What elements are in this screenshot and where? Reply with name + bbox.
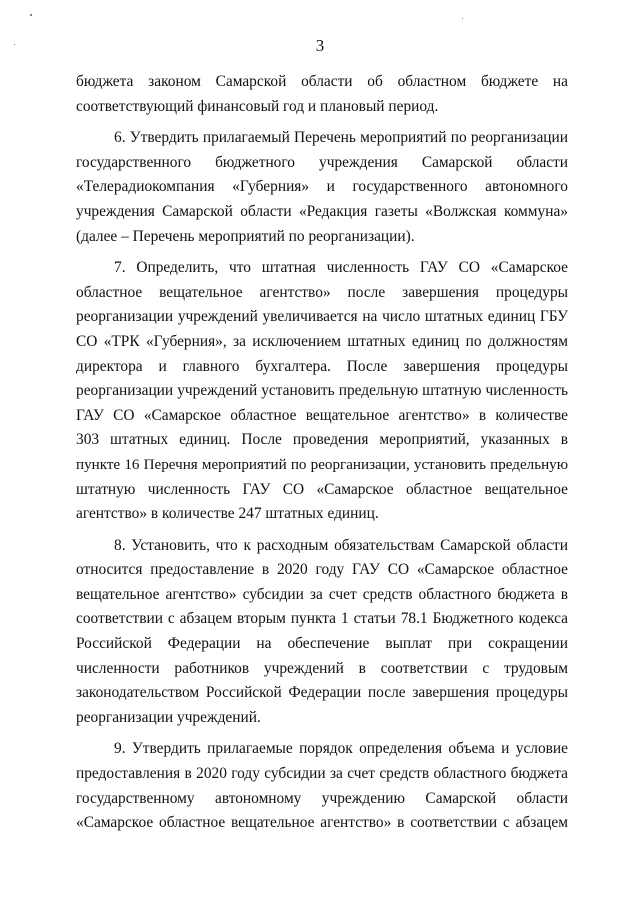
text-line: 7. Определить, что штатная численность ГАУ СО «Самарское xyxy=(114,259,568,277)
text-line: соответствующий финансовый год и плановый период. xyxy=(76,97,439,115)
document-body xyxy=(76,70,568,843)
text-line: реорганизации учреждений. xyxy=(76,708,261,726)
paragraph-item-6 xyxy=(76,126,568,249)
scan-speck xyxy=(14,44,15,45)
text-line: учреждения Самарской области «Редакция газеты «Волжская коммуна» xyxy=(76,202,568,220)
text-line: «Самарское областное вещательное агентство» в соответствии с абзацем xyxy=(76,814,568,832)
text-line: 6. Утвердить прилагаемый Перечень мероприятий по реорганизации xyxy=(114,129,568,147)
page-number: 3 xyxy=(315,36,325,55)
text-line: численности работников учреждений в соответствии с трудовым xyxy=(76,659,568,677)
text-line: государственного бюджетного учреждения Самарской области xyxy=(76,153,568,171)
scan-speck xyxy=(462,18,463,19)
scan-speck xyxy=(30,14,32,16)
paragraph-continuation xyxy=(76,70,568,119)
text-line: ГАУ СО «Самарское областное вещательное агентство» в количестве xyxy=(76,406,568,424)
text-line: штатную численность ГАУ СО «Самарское областное вещательное xyxy=(76,480,568,498)
text-line: агентство» в количестве 247 штатных единиц. xyxy=(76,505,379,523)
text-line: предоставления в 2020 году субсидии за счет средств областного бюджета xyxy=(76,765,568,783)
text-line: областное вещательное агентство» после завершения процедуры xyxy=(76,283,568,301)
text-line: директора и главного бухгалтера. После завершения процедуры xyxy=(76,357,568,375)
text-line: пункте 16 Перечня мероприятий по реорганизации, установить предельную xyxy=(76,456,568,473)
text-line: 8. Установить, что к расходным обязательствам Самарской области xyxy=(114,536,568,554)
text-line: реорганизации учреждений установить предельную штатную численность xyxy=(76,382,568,400)
text-line: государственному автономному учреждению Самарской области xyxy=(76,789,568,807)
text-line: законодательством Российской Федерации после завершения процедуры xyxy=(76,684,568,702)
text-line: реорганизации учреждений увеличивается на число штатных единиц ГБУ xyxy=(76,308,568,326)
text-line: «Телерадиокомпания «Губерния» и государственного автономного xyxy=(76,178,568,196)
paragraph-item-8 xyxy=(76,534,568,731)
text-line: 303 штатных единиц. После проведения мероприятий, указанных в xyxy=(76,431,568,449)
text-line: вещательное агентство» субсидии за счет средств областного бюджета в xyxy=(76,585,568,603)
paragraph-item-9 xyxy=(76,737,568,835)
text-line: Российской Федерации на обеспечение выплат при сокращении xyxy=(76,635,568,653)
text-line: (далее – Перечень мероприятий по реорганизации). xyxy=(76,227,415,245)
text-line: 9. Утвердить прилагаемые порядок определения объема и условие xyxy=(114,740,568,758)
text-line: относится предоставление в 2020 году ГАУ СО «Самарское областное xyxy=(76,561,568,579)
text-line: бюджета законом Самарской области об областном бюджете на xyxy=(76,73,568,90)
paragraph-item-7 xyxy=(76,256,568,527)
text-line: соответствии с абзацем вторым пункта 1 статьи 78.1 Бюджетного кодекса xyxy=(76,610,568,628)
text-line: СО «ТРК «Губерния», за исключением штатных единиц по должностям xyxy=(76,332,568,350)
